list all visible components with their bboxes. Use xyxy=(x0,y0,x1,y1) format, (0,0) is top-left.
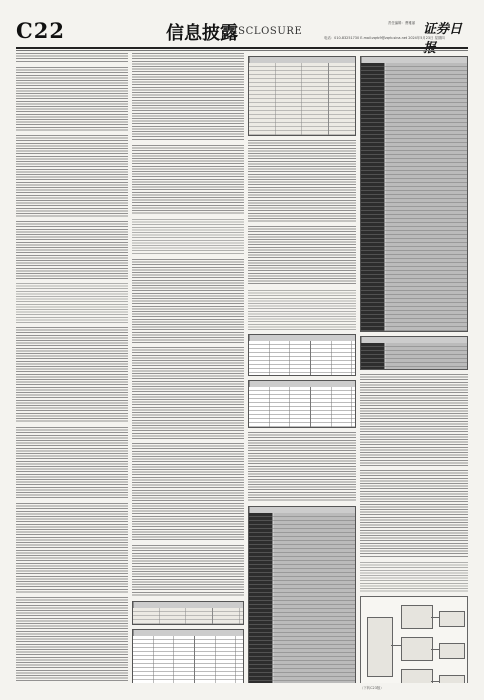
text-block xyxy=(132,259,244,343)
text-block xyxy=(132,347,244,439)
table-body xyxy=(361,63,467,331)
diagram-box xyxy=(401,605,433,629)
data-table xyxy=(248,506,356,683)
newspaper-logo: 证券日 xyxy=(423,22,463,37)
data-table xyxy=(248,334,356,376)
text-block xyxy=(16,503,128,593)
page-number: C22 xyxy=(16,18,65,43)
column-3 xyxy=(248,53,356,683)
diagram-box xyxy=(367,617,393,677)
table-body xyxy=(249,387,355,427)
column-1 xyxy=(16,53,128,683)
text-block xyxy=(16,67,128,131)
column-2 xyxy=(132,53,244,683)
text-block xyxy=(16,327,128,423)
text-block xyxy=(248,140,356,222)
masthead-rule xyxy=(16,47,468,49)
text-block xyxy=(16,427,128,499)
masthead-rule-thin xyxy=(16,50,468,51)
text-block xyxy=(360,374,468,466)
data-table xyxy=(132,629,244,683)
text-block xyxy=(248,290,356,330)
diagram-box xyxy=(439,643,465,659)
text-block xyxy=(248,432,356,502)
text-block xyxy=(132,545,244,597)
text-block xyxy=(132,219,244,255)
diagram-connector xyxy=(391,645,401,646)
data-table xyxy=(248,56,356,136)
table-body xyxy=(133,608,243,624)
text-block xyxy=(16,283,128,323)
text-block xyxy=(16,135,128,217)
table-body xyxy=(249,513,355,683)
text-block xyxy=(16,53,128,63)
column-4 xyxy=(360,53,468,683)
text-block xyxy=(360,562,468,592)
data-table xyxy=(248,380,356,428)
text-block xyxy=(360,470,468,558)
text-block xyxy=(16,221,128,279)
section-title: 信息披露 xyxy=(166,23,238,44)
diagram-connector xyxy=(431,617,439,618)
table-body xyxy=(249,341,355,375)
diagram-box xyxy=(439,675,465,683)
editor-line: 责任编辑：曹雅丽 xyxy=(388,21,416,25)
table-body xyxy=(361,343,467,369)
table-body xyxy=(133,636,243,683)
text-block xyxy=(248,226,356,286)
text-block xyxy=(132,53,244,141)
diagram-connector xyxy=(431,649,439,650)
text-block xyxy=(132,443,244,541)
text-block xyxy=(132,145,244,215)
diagram-connector xyxy=(431,681,439,682)
diagram-box xyxy=(401,637,433,661)
masthead xyxy=(16,18,468,46)
data-table xyxy=(132,601,244,625)
text-block xyxy=(16,597,128,683)
diagram-box xyxy=(401,669,433,683)
data-table xyxy=(360,56,468,332)
continued-note: （下转C23版） xyxy=(360,686,384,690)
diagram-box xyxy=(439,611,465,627)
table-body xyxy=(249,63,355,135)
data-table xyxy=(360,336,468,370)
section-title-english: DISCLOSURE xyxy=(225,26,303,37)
structure-diagram xyxy=(360,596,468,683)
contact-line: 电话：010-83251730 E-mail:zqrb9@zqrb.sina.net 2024年5月23日 星期四 xyxy=(324,36,445,40)
